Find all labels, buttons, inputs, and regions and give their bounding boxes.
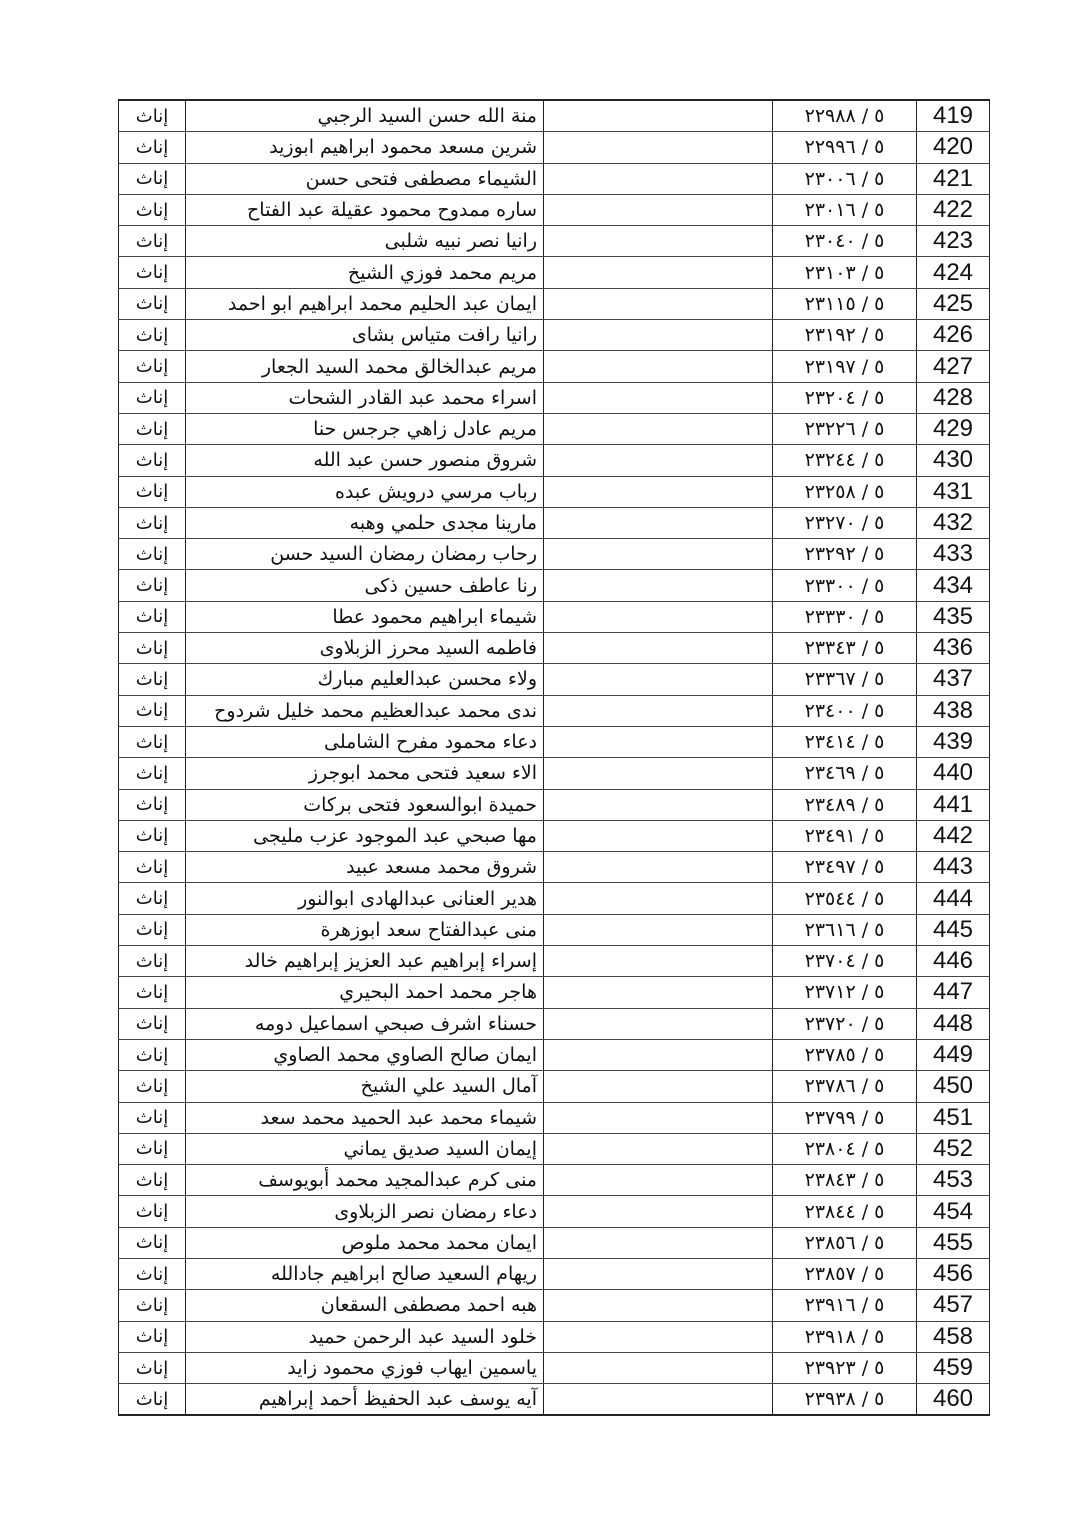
gender-cell: إناث xyxy=(119,445,186,476)
gender-cell: إناث xyxy=(119,1196,186,1227)
table-row xyxy=(119,1133,990,1164)
gender-cell: إناث xyxy=(119,1352,186,1383)
name-cell: رانيا رافت متياس بشاى xyxy=(186,320,544,351)
number-cell: 436 xyxy=(917,633,990,664)
code-cell: ٥ / ٢٣٣٣٠ xyxy=(773,601,917,632)
number-cell: 427 xyxy=(917,351,990,382)
number-cell: 452 xyxy=(917,1133,990,1164)
empty-cell xyxy=(544,1290,773,1321)
table-row xyxy=(119,413,990,444)
number-cell: 431 xyxy=(917,476,990,507)
table-row xyxy=(119,570,990,601)
name-cell: مها صبحي عبد الموجود عزب مليجى xyxy=(186,820,544,851)
number-cell: 425 xyxy=(917,288,990,319)
gender-cell: إناث xyxy=(119,570,186,601)
number-cell: 446 xyxy=(917,946,990,977)
table-row xyxy=(119,1196,990,1227)
name-cell: مارينا مجدى حلمي وهبه xyxy=(186,507,544,538)
names-table xyxy=(118,99,990,1416)
name-cell: ولاء محسن عبدالعليم مبارك xyxy=(186,664,544,695)
gender-cell: إناث xyxy=(119,194,186,225)
gender-cell: إناث xyxy=(119,695,186,726)
table-row xyxy=(119,507,990,538)
table-row xyxy=(119,288,990,319)
table-row xyxy=(119,946,990,977)
number-cell: 451 xyxy=(917,1102,990,1133)
table-row xyxy=(119,1008,990,1039)
table-row xyxy=(119,633,990,664)
code-cell: ٥ / ٢٣١٩٧ xyxy=(773,351,917,382)
number-cell: 460 xyxy=(917,1384,990,1416)
number-cell: 420 xyxy=(917,132,990,163)
gender-cell: إناث xyxy=(119,601,186,632)
code-cell: ٥ / ٢٢٩٩٦ xyxy=(773,132,917,163)
name-cell: دعاء محمود مفرح الشاملى xyxy=(186,726,544,757)
empty-cell xyxy=(544,351,773,382)
number-cell: 448 xyxy=(917,1008,990,1039)
empty-cell xyxy=(544,1102,773,1133)
code-cell: ٥ / ٢٣٤٨٩ xyxy=(773,789,917,820)
empty-cell xyxy=(544,601,773,632)
empty-cell xyxy=(544,257,773,288)
number-cell: 440 xyxy=(917,758,990,789)
code-cell: ٥ / ٢٣٠٠٦ xyxy=(773,163,917,194)
table-row xyxy=(119,320,990,351)
empty-cell xyxy=(544,1039,773,1070)
empty-cell xyxy=(544,1321,773,1352)
number-cell: 459 xyxy=(917,1352,990,1383)
code-cell: ٥ / ٢٣٨٤٣ xyxy=(773,1165,917,1196)
code-cell: ٥ / ٢٣٣٦٧ xyxy=(773,664,917,695)
table-row xyxy=(119,132,990,163)
number-cell: 424 xyxy=(917,257,990,288)
table-row xyxy=(119,476,990,507)
gender-cell: إناث xyxy=(119,1008,186,1039)
table-row xyxy=(119,539,990,570)
code-cell: ٥ / ٢٣٧٨٦ xyxy=(773,1071,917,1102)
empty-cell xyxy=(544,476,773,507)
number-cell: 434 xyxy=(917,570,990,601)
gender-cell: إناث xyxy=(119,132,186,163)
empty-cell xyxy=(544,1258,773,1289)
number-cell: 429 xyxy=(917,413,990,444)
number-cell: 432 xyxy=(917,507,990,538)
empty-cell xyxy=(544,194,773,225)
name-cell: ايمان عبد الحليم محمد ابراهيم ابو احمد xyxy=(186,288,544,319)
table-row xyxy=(119,351,990,382)
table-row xyxy=(119,1071,990,1102)
empty-cell xyxy=(544,288,773,319)
gender-cell: إناث xyxy=(119,1384,186,1416)
gender-cell: إناث xyxy=(119,946,186,977)
empty-cell xyxy=(544,883,773,914)
name-cell: منى كرم عبدالمجيد محمد أبويوسف xyxy=(186,1165,544,1196)
name-cell: منى عبدالفتاح سعد ابوزهرة xyxy=(186,914,544,945)
gender-cell: إناث xyxy=(119,1071,186,1102)
number-cell: 449 xyxy=(917,1039,990,1070)
gender-cell: إناث xyxy=(119,883,186,914)
name-cell: هبه احمد مصطفى السقعان xyxy=(186,1290,544,1321)
number-cell: 439 xyxy=(917,726,990,757)
gender-cell: إناث xyxy=(119,100,186,132)
name-cell: شرين مسعد محمود ابراهيم ابوزيد xyxy=(186,132,544,163)
gender-cell: إناث xyxy=(119,977,186,1008)
empty-cell xyxy=(544,1165,773,1196)
number-cell: 422 xyxy=(917,194,990,225)
number-cell: 441 xyxy=(917,789,990,820)
table-row xyxy=(119,1352,990,1383)
name-cell: شروق منصور حسن عبد الله xyxy=(186,445,544,476)
gender-cell: إناث xyxy=(119,1102,186,1133)
name-cell: رنا عاطف حسين ذكى xyxy=(186,570,544,601)
name-cell: ندى محمد عبدالعظيم محمد خليل شردوح xyxy=(186,695,544,726)
name-cell: شروق محمد مسعد عبيد xyxy=(186,852,544,883)
name-cell: مريم محمد فوزي الشيخ xyxy=(186,257,544,288)
number-cell: 456 xyxy=(917,1258,990,1289)
table-row xyxy=(119,194,990,225)
number-cell: 454 xyxy=(917,1196,990,1227)
gender-cell: إناث xyxy=(119,726,186,757)
gender-cell: إناث xyxy=(119,820,186,851)
table-row xyxy=(119,382,990,413)
table-row xyxy=(119,1102,990,1133)
gender-cell: إناث xyxy=(119,633,186,664)
code-cell: ٥ / ٢٣٤١٤ xyxy=(773,726,917,757)
empty-cell xyxy=(544,1196,773,1227)
name-cell: دعاء رمضان نصر الزبلاوى xyxy=(186,1196,544,1227)
name-cell: هاجر محمد احمد البحيري xyxy=(186,977,544,1008)
name-cell: شيماء محمد عبد الحميد محمد سعد xyxy=(186,1102,544,1133)
gender-cell: إناث xyxy=(119,288,186,319)
table-row xyxy=(119,1290,990,1321)
number-cell: 423 xyxy=(917,226,990,257)
name-cell: مريم عادل زاهي جرجس حنا xyxy=(186,413,544,444)
code-cell: ٥ / ٢٣٠١٦ xyxy=(773,194,917,225)
code-cell: ٥ / ٢٣٤٠٠ xyxy=(773,695,917,726)
table-body xyxy=(119,100,990,1415)
name-cell: آمال السيد علي الشيخ xyxy=(186,1071,544,1102)
empty-cell xyxy=(544,382,773,413)
number-cell: 453 xyxy=(917,1165,990,1196)
table-row xyxy=(119,695,990,726)
number-cell: 437 xyxy=(917,664,990,695)
gender-cell: إناث xyxy=(119,413,186,444)
gender-cell: إناث xyxy=(119,351,186,382)
code-cell: ٥ / ٢٣٧٩٩ xyxy=(773,1102,917,1133)
number-cell: 438 xyxy=(917,695,990,726)
gender-cell: إناث xyxy=(119,226,186,257)
name-cell: الاء سعيد فتحى محمد ابوجرز xyxy=(186,758,544,789)
gender-cell: إناث xyxy=(119,1133,186,1164)
table-row xyxy=(119,1384,990,1416)
empty-cell xyxy=(544,539,773,570)
code-cell: ٥ / ٢٣٢٢٦ xyxy=(773,413,917,444)
number-cell: 421 xyxy=(917,163,990,194)
number-cell: 457 xyxy=(917,1290,990,1321)
name-cell: شيماء ابراهيم محمود عطا xyxy=(186,601,544,632)
name-cell: مريم عبدالخالق محمد السيد الجعار xyxy=(186,351,544,382)
name-cell: رانيا نصر نبيه شلبى xyxy=(186,226,544,257)
gender-cell: إناث xyxy=(119,507,186,538)
table-row xyxy=(119,726,990,757)
empty-cell xyxy=(544,852,773,883)
empty-cell xyxy=(544,413,773,444)
gender-cell: إناث xyxy=(119,1290,186,1321)
number-cell: 430 xyxy=(917,445,990,476)
table-row xyxy=(119,852,990,883)
table-row xyxy=(119,1227,990,1258)
number-cell: 428 xyxy=(917,382,990,413)
code-cell: ٥ / ٢٣١٠٣ xyxy=(773,257,917,288)
number-cell: 443 xyxy=(917,852,990,883)
code-cell: ٥ / ٢٣٣٠٠ xyxy=(773,570,917,601)
number-cell: 433 xyxy=(917,539,990,570)
number-cell: 455 xyxy=(917,1227,990,1258)
empty-cell xyxy=(544,946,773,977)
empty-cell xyxy=(544,570,773,601)
table-row xyxy=(119,1258,990,1289)
gender-cell: إناث xyxy=(119,1165,186,1196)
gender-cell: إناث xyxy=(119,1227,186,1258)
code-cell: ٥ / ٢٣٧٢٠ xyxy=(773,1008,917,1039)
empty-cell xyxy=(544,820,773,851)
gender-cell: إناث xyxy=(119,852,186,883)
empty-cell xyxy=(544,789,773,820)
name-cell: ياسمين ايهاب فوزي محمود زايد xyxy=(186,1352,544,1383)
name-cell: هدير العنانى عبدالهادى ابوالنور xyxy=(186,883,544,914)
number-cell: 442 xyxy=(917,820,990,851)
code-cell: ٥ / ٢٣٠٤٠ xyxy=(773,226,917,257)
name-cell: إسراء إبراهيم عبد العزيز إبراهيم خالد xyxy=(186,946,544,977)
empty-cell xyxy=(544,445,773,476)
empty-cell xyxy=(544,226,773,257)
table-row xyxy=(119,820,990,851)
number-cell: 426 xyxy=(917,320,990,351)
table-row xyxy=(119,601,990,632)
code-cell: ٥ / ٢٣٩٣٨ xyxy=(773,1384,917,1416)
number-cell: 447 xyxy=(917,977,990,1008)
number-cell: 450 xyxy=(917,1071,990,1102)
code-cell: ٥ / ٢٣٧١٢ xyxy=(773,977,917,1008)
empty-cell xyxy=(544,758,773,789)
gender-cell: إناث xyxy=(119,539,186,570)
name-cell: منة الله حسن السيد الرجبي xyxy=(186,100,544,132)
name-cell: ايمان صالح الصاوي محمد الصاوي xyxy=(186,1039,544,1070)
code-cell: ٥ / ٢٣٢٧٠ xyxy=(773,507,917,538)
code-cell: ٥ / ٢٣٩١٦ xyxy=(773,1290,917,1321)
empty-cell xyxy=(544,977,773,1008)
table-row xyxy=(119,226,990,257)
code-cell: ٥ / ٢٣٨٥٦ xyxy=(773,1227,917,1258)
empty-cell xyxy=(544,132,773,163)
code-cell: ٥ / ٢٣٨٠٤ xyxy=(773,1133,917,1164)
code-cell: ٥ / ٢٣٢٤٤ xyxy=(773,445,917,476)
name-cell: حسناء اشرف صبحي اسماعيل دومه xyxy=(186,1008,544,1039)
number-cell: 435 xyxy=(917,601,990,632)
name-cell: ساره ممدوح محمود عقيلة عبد الفتاح xyxy=(186,194,544,225)
name-cell: الشيماء مصطفى فتحى حسن xyxy=(186,163,544,194)
table-row xyxy=(119,758,990,789)
empty-cell xyxy=(544,1384,773,1416)
table-row xyxy=(119,1321,990,1352)
code-cell: ٥ / ٢٢٩٨٨ xyxy=(773,100,917,132)
empty-cell xyxy=(544,320,773,351)
gender-cell: إناث xyxy=(119,382,186,413)
name-cell: ريهام السعيد صالح ابراهيم جادالله xyxy=(186,1258,544,1289)
table-row xyxy=(119,163,990,194)
code-cell: ٥ / ٢٣٤٩٧ xyxy=(773,852,917,883)
empty-cell xyxy=(544,695,773,726)
code-cell: ٥ / ٢٣٢٠٤ xyxy=(773,382,917,413)
code-cell: ٥ / ٢٣٥٤٤ xyxy=(773,883,917,914)
code-cell: ٥ / ٢٣٩١٨ xyxy=(773,1321,917,1352)
empty-cell xyxy=(544,1008,773,1039)
code-cell: ٥ / ٢٣٣٤٣ xyxy=(773,633,917,664)
name-cell: خلود السيد عبد الرحمن حميد xyxy=(186,1321,544,1352)
table-row xyxy=(119,789,990,820)
empty-cell xyxy=(544,664,773,695)
gender-cell: إناث xyxy=(119,664,186,695)
code-cell: ٥ / ٢٣٢٥٨ xyxy=(773,476,917,507)
table-row xyxy=(119,977,990,1008)
code-cell: ٥ / ٢٣٧٨٥ xyxy=(773,1039,917,1070)
table-row xyxy=(119,100,990,132)
code-cell: ٥ / ٢٣٩٢٣ xyxy=(773,1352,917,1383)
name-cell: حميدة ابوالسعود فتحى بركات xyxy=(186,789,544,820)
gender-cell: إناث xyxy=(119,1321,186,1352)
gender-cell: إناث xyxy=(119,914,186,945)
name-cell: آيه يوسف عبد الحفيظ أحمد إبراهيم xyxy=(186,1384,544,1416)
gender-cell: إناث xyxy=(119,476,186,507)
name-cell: اسراء محمد عبد القادر الشحات xyxy=(186,382,544,413)
empty-cell xyxy=(544,1227,773,1258)
code-cell: ٥ / ٢٣١٩٢ xyxy=(773,320,917,351)
code-cell: ٥ / ٢٣٢٩٢ xyxy=(773,539,917,570)
gender-cell: إناث xyxy=(119,1258,186,1289)
empty-cell xyxy=(544,1071,773,1102)
table-row xyxy=(119,914,990,945)
name-cell: رباب مرسي درويش عبده xyxy=(186,476,544,507)
name-cell: ايمان محمد محمد ملوص xyxy=(186,1227,544,1258)
table-row xyxy=(119,664,990,695)
code-cell: ٥ / ٢٣٨٥٧ xyxy=(773,1258,917,1289)
gender-cell: إناث xyxy=(119,320,186,351)
empty-cell xyxy=(544,100,773,132)
empty-cell xyxy=(544,1352,773,1383)
code-cell: ٥ / ٢٣٦١٦ xyxy=(773,914,917,945)
empty-cell xyxy=(544,163,773,194)
table-row xyxy=(119,445,990,476)
number-cell: 419 xyxy=(917,100,990,132)
empty-cell xyxy=(544,726,773,757)
table-row xyxy=(119,883,990,914)
table-row xyxy=(119,1165,990,1196)
name-cell: رحاب رمضان رمضان السيد حسن xyxy=(186,539,544,570)
name-cell: فاطمه السيد محرز الزبلاوى xyxy=(186,633,544,664)
code-cell: ٥ / ٢٣٨٤٤ xyxy=(773,1196,917,1227)
gender-cell: إناث xyxy=(119,1039,186,1070)
number-cell: 445 xyxy=(917,914,990,945)
code-cell: ٥ / ٢٣١١٥ xyxy=(773,288,917,319)
gender-cell: إناث xyxy=(119,257,186,288)
empty-cell xyxy=(544,633,773,664)
empty-cell xyxy=(544,507,773,538)
table-row xyxy=(119,257,990,288)
empty-cell xyxy=(544,1133,773,1164)
gender-cell: إناث xyxy=(119,163,186,194)
number-cell: 444 xyxy=(917,883,990,914)
gender-cell: إناث xyxy=(119,789,186,820)
code-cell: ٥ / ٢٣٧٠٤ xyxy=(773,946,917,977)
number-cell: 458 xyxy=(917,1321,990,1352)
table-row xyxy=(119,1039,990,1070)
gender-cell: إناث xyxy=(119,758,186,789)
empty-cell xyxy=(544,914,773,945)
name-cell: إيمان السيد صديق يماني xyxy=(186,1133,544,1164)
code-cell: ٥ / ٢٣٤٩١ xyxy=(773,820,917,851)
code-cell: ٥ / ٢٣٤٦٩ xyxy=(773,758,917,789)
